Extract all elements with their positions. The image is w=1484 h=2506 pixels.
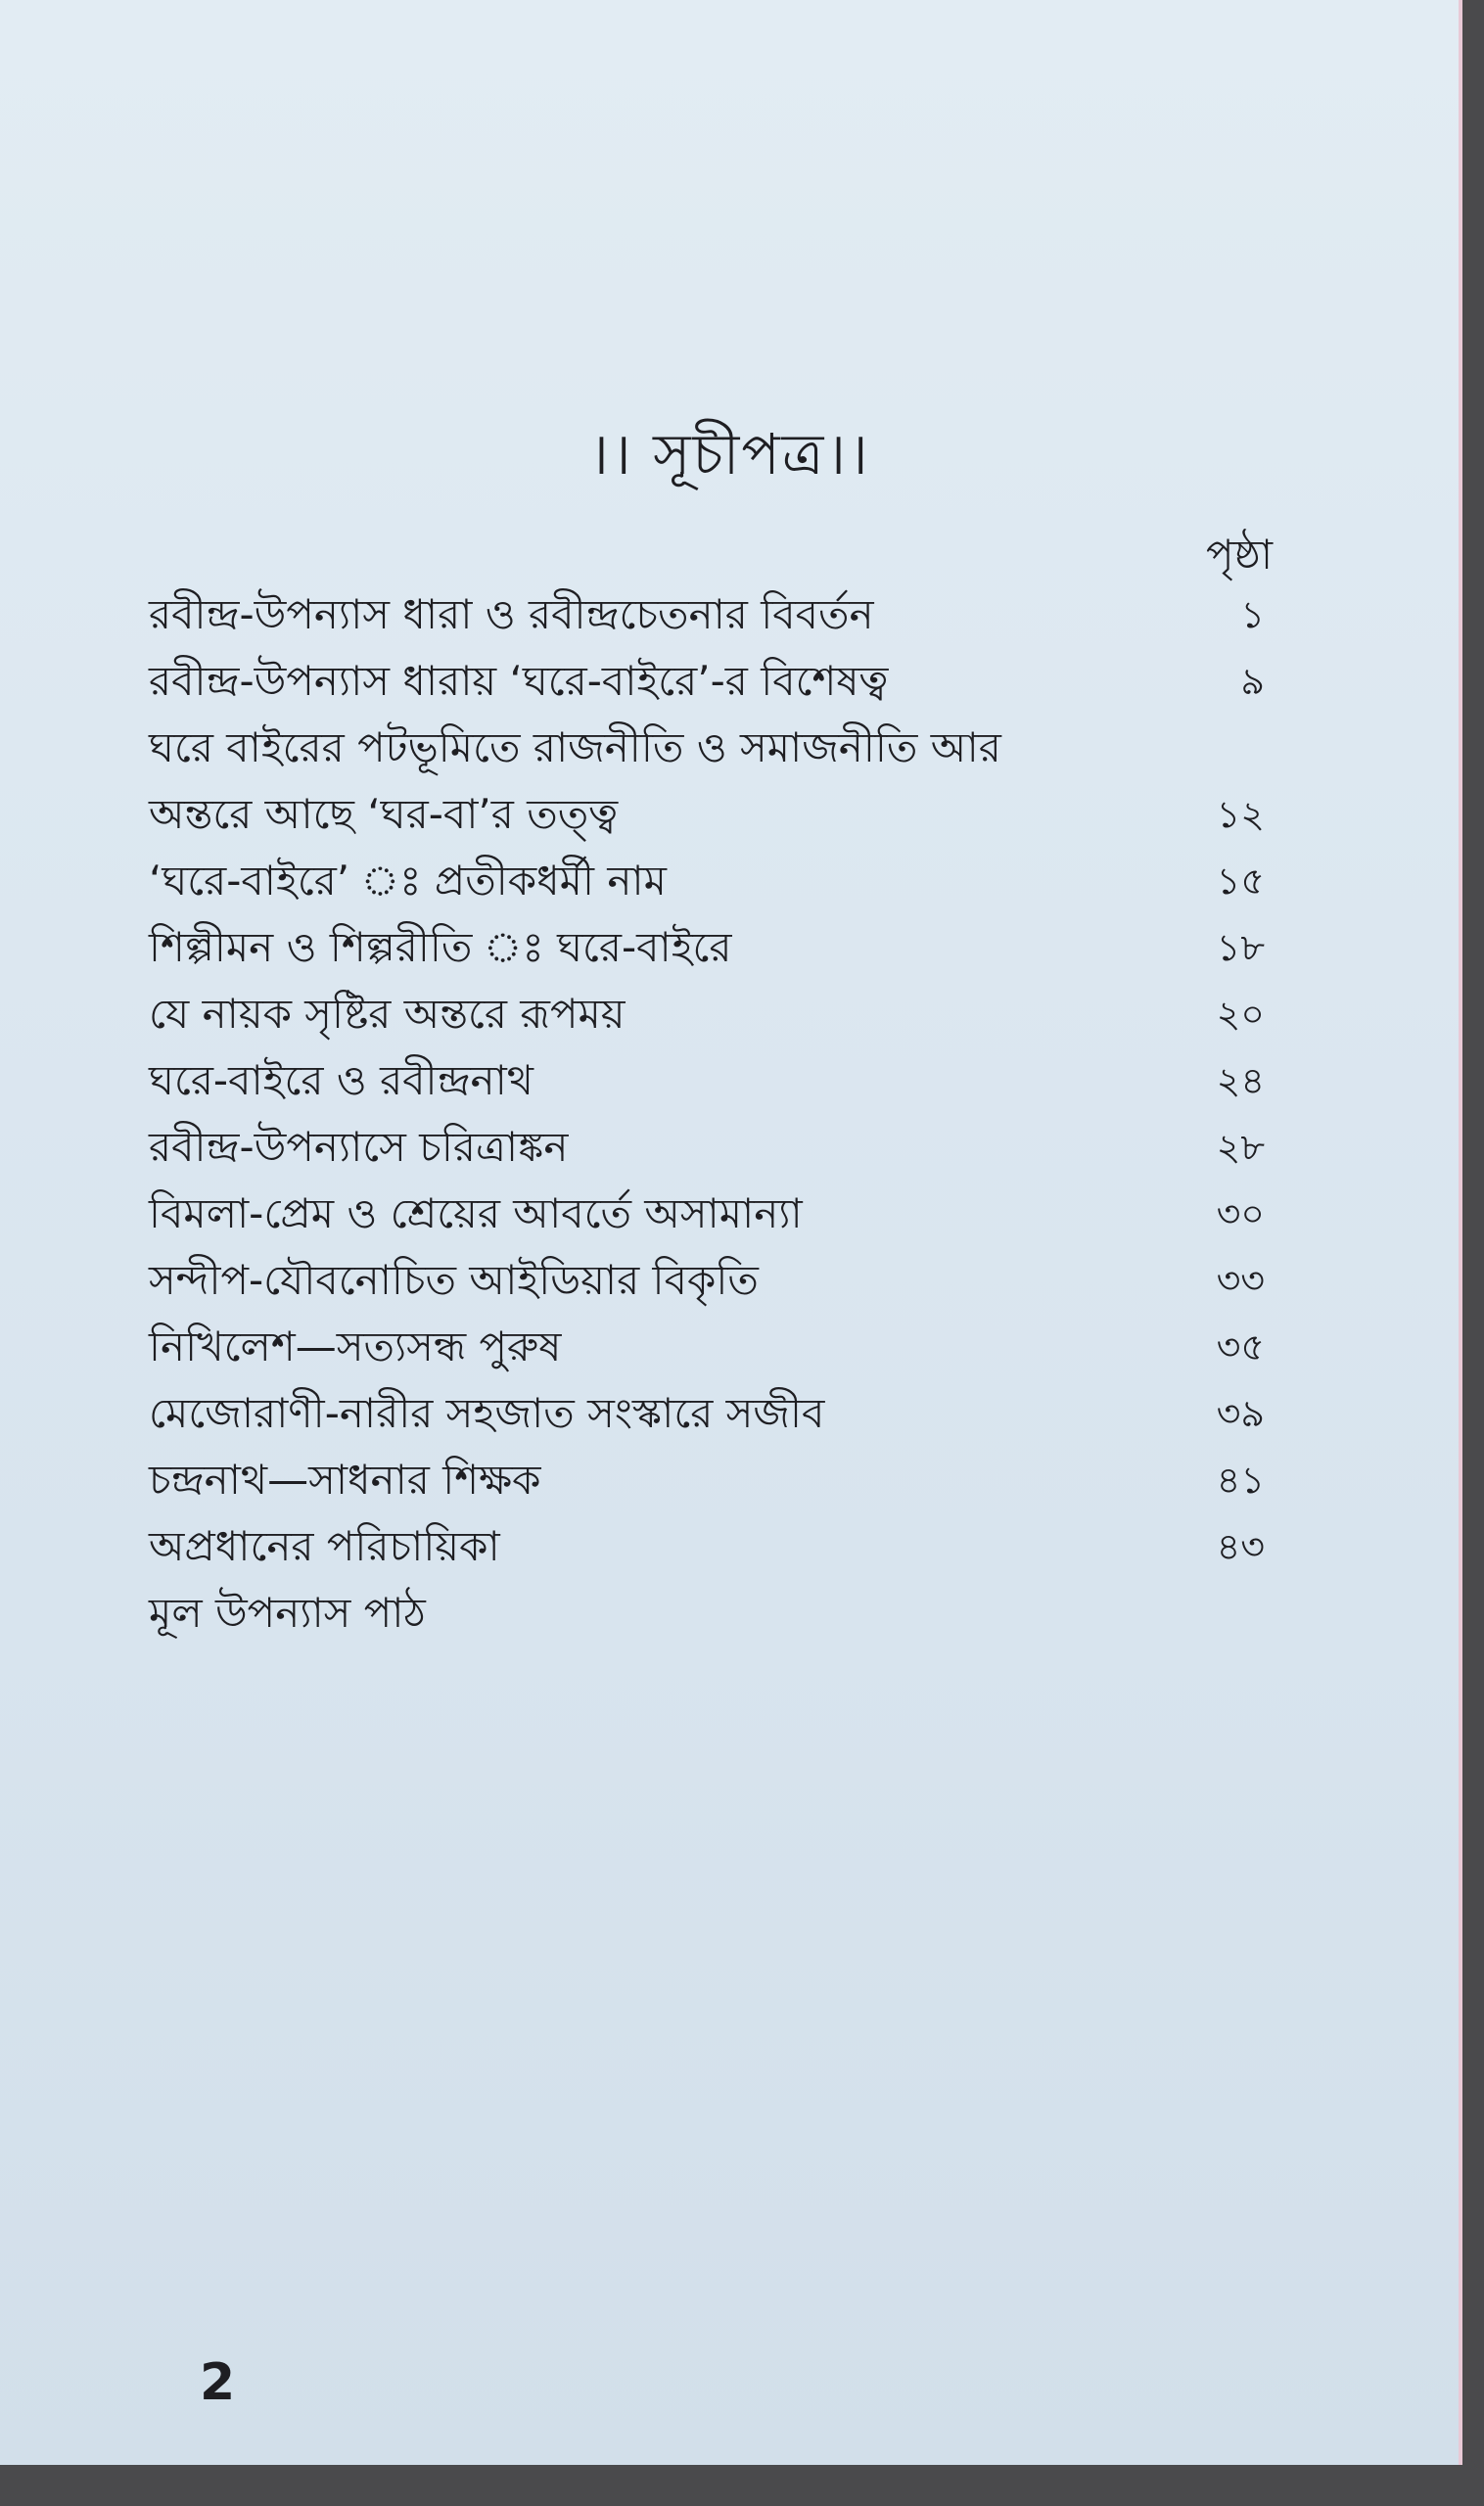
toc-entry-title: রবীন্দ্র-উপন্যাস ধারায় ‘ঘরে-বাইরে’-র বিশেষত্ব bbox=[149, 657, 889, 705]
toc-entry bbox=[149, 1114, 1284, 1181]
toc-entry-title: মেজোরাণী-নারীর সহজাত সংস্কারে সজীব bbox=[149, 1389, 825, 1437]
page-column-header: পৃষ্ঠা bbox=[1206, 531, 1274, 579]
toc-entry-page: ৪১ bbox=[1216, 1459, 1265, 1502]
toc-entry bbox=[149, 848, 1284, 914]
toc-entry-title: শিল্পীমন ও শিল্পরীতি ঃ ঘরে-বাইরে bbox=[149, 923, 732, 971]
toc-entry-page: ৩৫ bbox=[1216, 1325, 1265, 1369]
toc-entry-page: ৪৩ bbox=[1216, 1525, 1265, 1568]
toc-entry bbox=[149, 648, 1284, 715]
toc-entry-title: যে নায়ক সৃষ্টির অন্তরে রূপময় bbox=[149, 990, 626, 1038]
toc-entry-title: ‘ঘরে-বাইরে’ ঃ প্রতীকধর্মী নাম bbox=[149, 857, 667, 905]
page-title: ।। সূচীপত্র।। bbox=[588, 421, 870, 487]
toc-entry-page: ৩৯ bbox=[1216, 1392, 1265, 1435]
toc-entry-page: ৩৩ bbox=[1216, 1259, 1265, 1302]
toc-entry bbox=[149, 1247, 1284, 1314]
toc-entry-page: ১২ bbox=[1216, 793, 1265, 836]
toc-entry bbox=[149, 581, 1284, 648]
toc-entry-page: ২০ bbox=[1216, 993, 1265, 1036]
toc-entry-title: অপ্রধানের পরিচায়িকা bbox=[149, 1522, 500, 1570]
toc-entry bbox=[149, 1447, 1284, 1513]
toc-entry bbox=[149, 1314, 1284, 1380]
toc-entry-page: ১৮ bbox=[1216, 926, 1265, 969]
toc-entry-title: ঘরে-বাইরে ও রবীন্দ্রনাথ bbox=[149, 1056, 533, 1104]
toc-entry bbox=[149, 1513, 1284, 1580]
toc-entry-title: চন্দ্রনাথ—সাধনার শিক্ষক bbox=[149, 1456, 541, 1504]
toc-entry-page: ১৫ bbox=[1216, 859, 1265, 903]
toc-entry bbox=[149, 1047, 1284, 1114]
toc-entry bbox=[149, 981, 1284, 1047]
toc-entry-title: ঘরে বাইরের পটভূমিতে রাজনীতি ও সমাজনীতি আর অন্তরে আছে ‘ঘর-বা’র তত্ত্ব bbox=[149, 723, 1001, 838]
toc-entry-title: নিখিলেশ—সত্যসন্ধ পুরুষ bbox=[149, 1323, 562, 1370]
toc-entry bbox=[149, 914, 1284, 981]
toc-entry-title: রবীন্দ্র-উপন্যাসে চরিত্রাঙ্কন bbox=[149, 1123, 569, 1171]
toc-entry-title: সন্দীপ-যৌবনোচিত আইডিয়ার বিকৃতি bbox=[149, 1256, 759, 1304]
toc-entry-page: ২৮ bbox=[1216, 1126, 1265, 1169]
toc-entry-page: ৩০ bbox=[1216, 1192, 1265, 1235]
table-of-contents bbox=[149, 581, 1284, 1647]
toc-entry bbox=[149, 1380, 1284, 1447]
toc-entry-title: মূল উপন্যাস পাঠ bbox=[149, 1589, 426, 1637]
toc-entry-title: বিমলা-প্রেম ও শ্রেয়ের আবর্তে অসামান্যা bbox=[149, 1189, 803, 1237]
toc-entry-page: ৯ bbox=[1240, 660, 1265, 703]
toc-entry bbox=[149, 1580, 1284, 1647]
page-number: 2 bbox=[200, 2353, 236, 2412]
toc-entry-page: ১ bbox=[1240, 593, 1265, 636]
toc-entry bbox=[149, 1181, 1284, 1247]
toc-entry-title: রবীন্দ্র-উপন্যাস ধারা ও রবীন্দ্রচেতনার বিবর্তন bbox=[149, 590, 874, 638]
toc-entry-page: ২৪ bbox=[1216, 1059, 1265, 1102]
toc-entry bbox=[149, 715, 1284, 848]
